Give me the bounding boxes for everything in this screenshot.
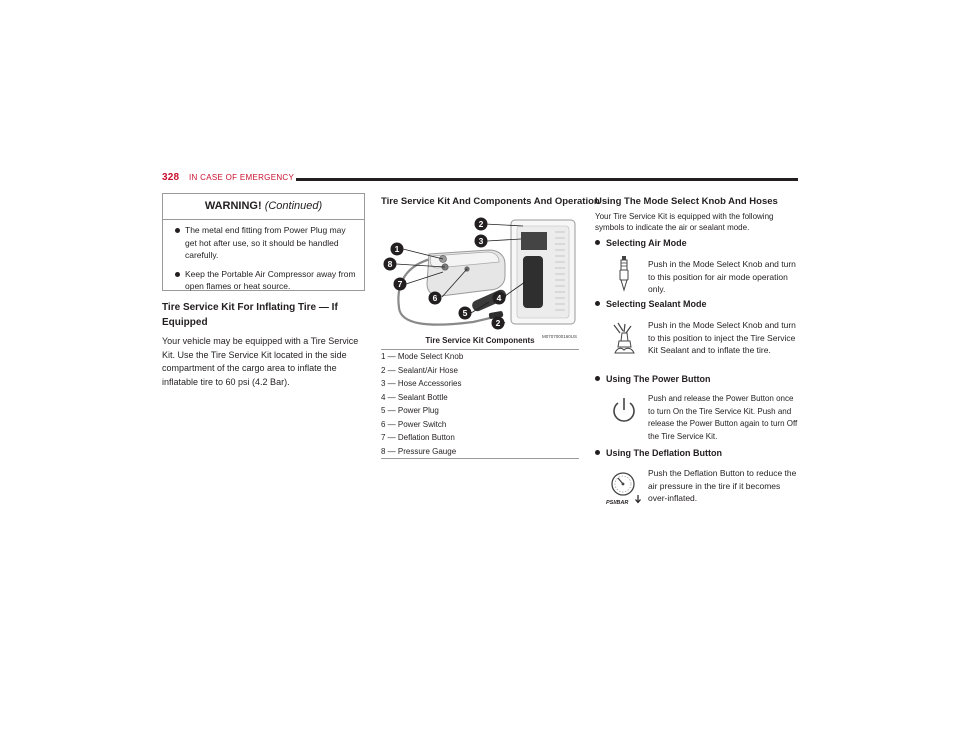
bullet-icon	[595, 450, 600, 455]
tire-kit-figure	[381, 212, 579, 340]
warning-list	[163, 224, 364, 293]
bullet-icon	[595, 240, 600, 245]
warning-box	[162, 193, 365, 291]
legend-row: 6 — Power Switch	[381, 419, 447, 429]
callout-number: 2	[478, 219, 484, 229]
bottle-slot-shape	[523, 256, 543, 308]
power-button-text: Push and release the Power Button once to turn On the Tire Service Kit. Push and release the Power Button again to turn Off the Tire Service Kit.	[648, 394, 798, 441]
warning-label: WARNING!	[204, 200, 262, 212]
deflation-button-text: Push the Deflation Button to reduce the air pressure in the tire if it becomes over-inflated.	[648, 468, 797, 503]
sealant-mode-heading	[595, 299, 707, 309]
tire-kit-illustration	[381, 212, 579, 340]
deflation-gauge-icon	[606, 470, 642, 506]
bullet-icon	[595, 376, 600, 381]
power-button-heading	[595, 374, 711, 384]
callout-number: 1	[394, 244, 400, 254]
callout-number: 2	[495, 318, 501, 328]
bullet-icon	[175, 272, 180, 277]
deflation-button-heading	[595, 448, 722, 458]
air-mode-text: Push in the Mode Select Knob and turn to this position for air mode operation only.	[648, 259, 796, 294]
page-number: 328	[162, 172, 180, 183]
power-button-title: Using The Power Button	[606, 374, 711, 384]
sealant-mode-text: Push in the Mode Select Knob and turn to this position to inject the Tire Service Kit Sealant and to inflate the tire.	[648, 320, 796, 355]
legend-row: 4 — Sealant Bottle	[381, 392, 448, 402]
header-rule	[296, 178, 798, 181]
legend-row: 5 — Power Plug	[381, 406, 439, 415]
air-mode-heading	[595, 238, 687, 248]
figure-code: M0707000160US	[541, 334, 577, 339]
legend-row: 7 — Deflation Button	[381, 433, 455, 442]
psi-bar-label: PSI/BAR	[606, 500, 629, 506]
section-title: IN CASE OF EMERGENCY	[189, 173, 295, 182]
callout-number: 5	[462, 308, 468, 318]
deflation-button-title: Using The Deflation Button	[606, 448, 722, 458]
sealant-mode-icon	[611, 321, 637, 355]
bullet-icon	[175, 228, 180, 233]
mode-heading: Using The Mode Select Knob And Hoses	[595, 196, 778, 207]
legend-row: 8 — Pressure Gauge	[381, 446, 457, 456]
warning-item	[169, 224, 358, 262]
tire-kit-heading: Tire Service Kit For Inflating Tire — If Equipped	[162, 302, 338, 328]
page-header	[162, 172, 798, 186]
figure-caption: Tire Service Kit Components	[425, 336, 535, 345]
components-heading: Tire Service Kit And Components And Operation	[381, 196, 600, 207]
callout-number: 8	[387, 259, 393, 269]
callout-number: 4	[496, 293, 502, 303]
callout-number: 6	[432, 293, 438, 303]
component-legend	[381, 349, 579, 459]
sealant-mode-title: Selecting Sealant Mode	[606, 299, 707, 309]
warning-item-text: The metal end fitting from Power Plug may get hot after use, so it should be handled carefully.	[185, 225, 346, 260]
callout-number: 7	[397, 279, 403, 289]
warning-continued: (Continued)	[264, 200, 323, 212]
legend-row: 1 — Mode Select Knob	[381, 352, 464, 361]
callout-number: 3	[478, 236, 484, 246]
legend-row: 3 — Hose Accessories	[381, 379, 462, 388]
air-mode-icon	[617, 256, 631, 292]
mode-intro: Your Tire Service Kit is equipped with the following symbols to indicate the air or sealant mode.	[595, 212, 774, 232]
legend-row: 2 — Sealant/Air Hose	[381, 365, 458, 375]
warning-title	[163, 194, 364, 220]
power-icon	[611, 396, 637, 424]
tire-kit-body: Your vehicle may be equipped with a Tire Service Kit. Use the Tire Service Kit located in the side compartment of the cargo area to inflate the inflatable tire to 60 psi (4.2 Bar).	[162, 336, 359, 387]
hose-accessories-shape	[521, 232, 547, 250]
air-mode-title: Selecting Air Mode	[606, 238, 687, 248]
warning-item-text: Keep the Portable Air Compressor away from open flames or heat source.	[185, 268, 356, 291]
bullet-icon	[595, 301, 600, 306]
warning-item	[169, 268, 358, 293]
